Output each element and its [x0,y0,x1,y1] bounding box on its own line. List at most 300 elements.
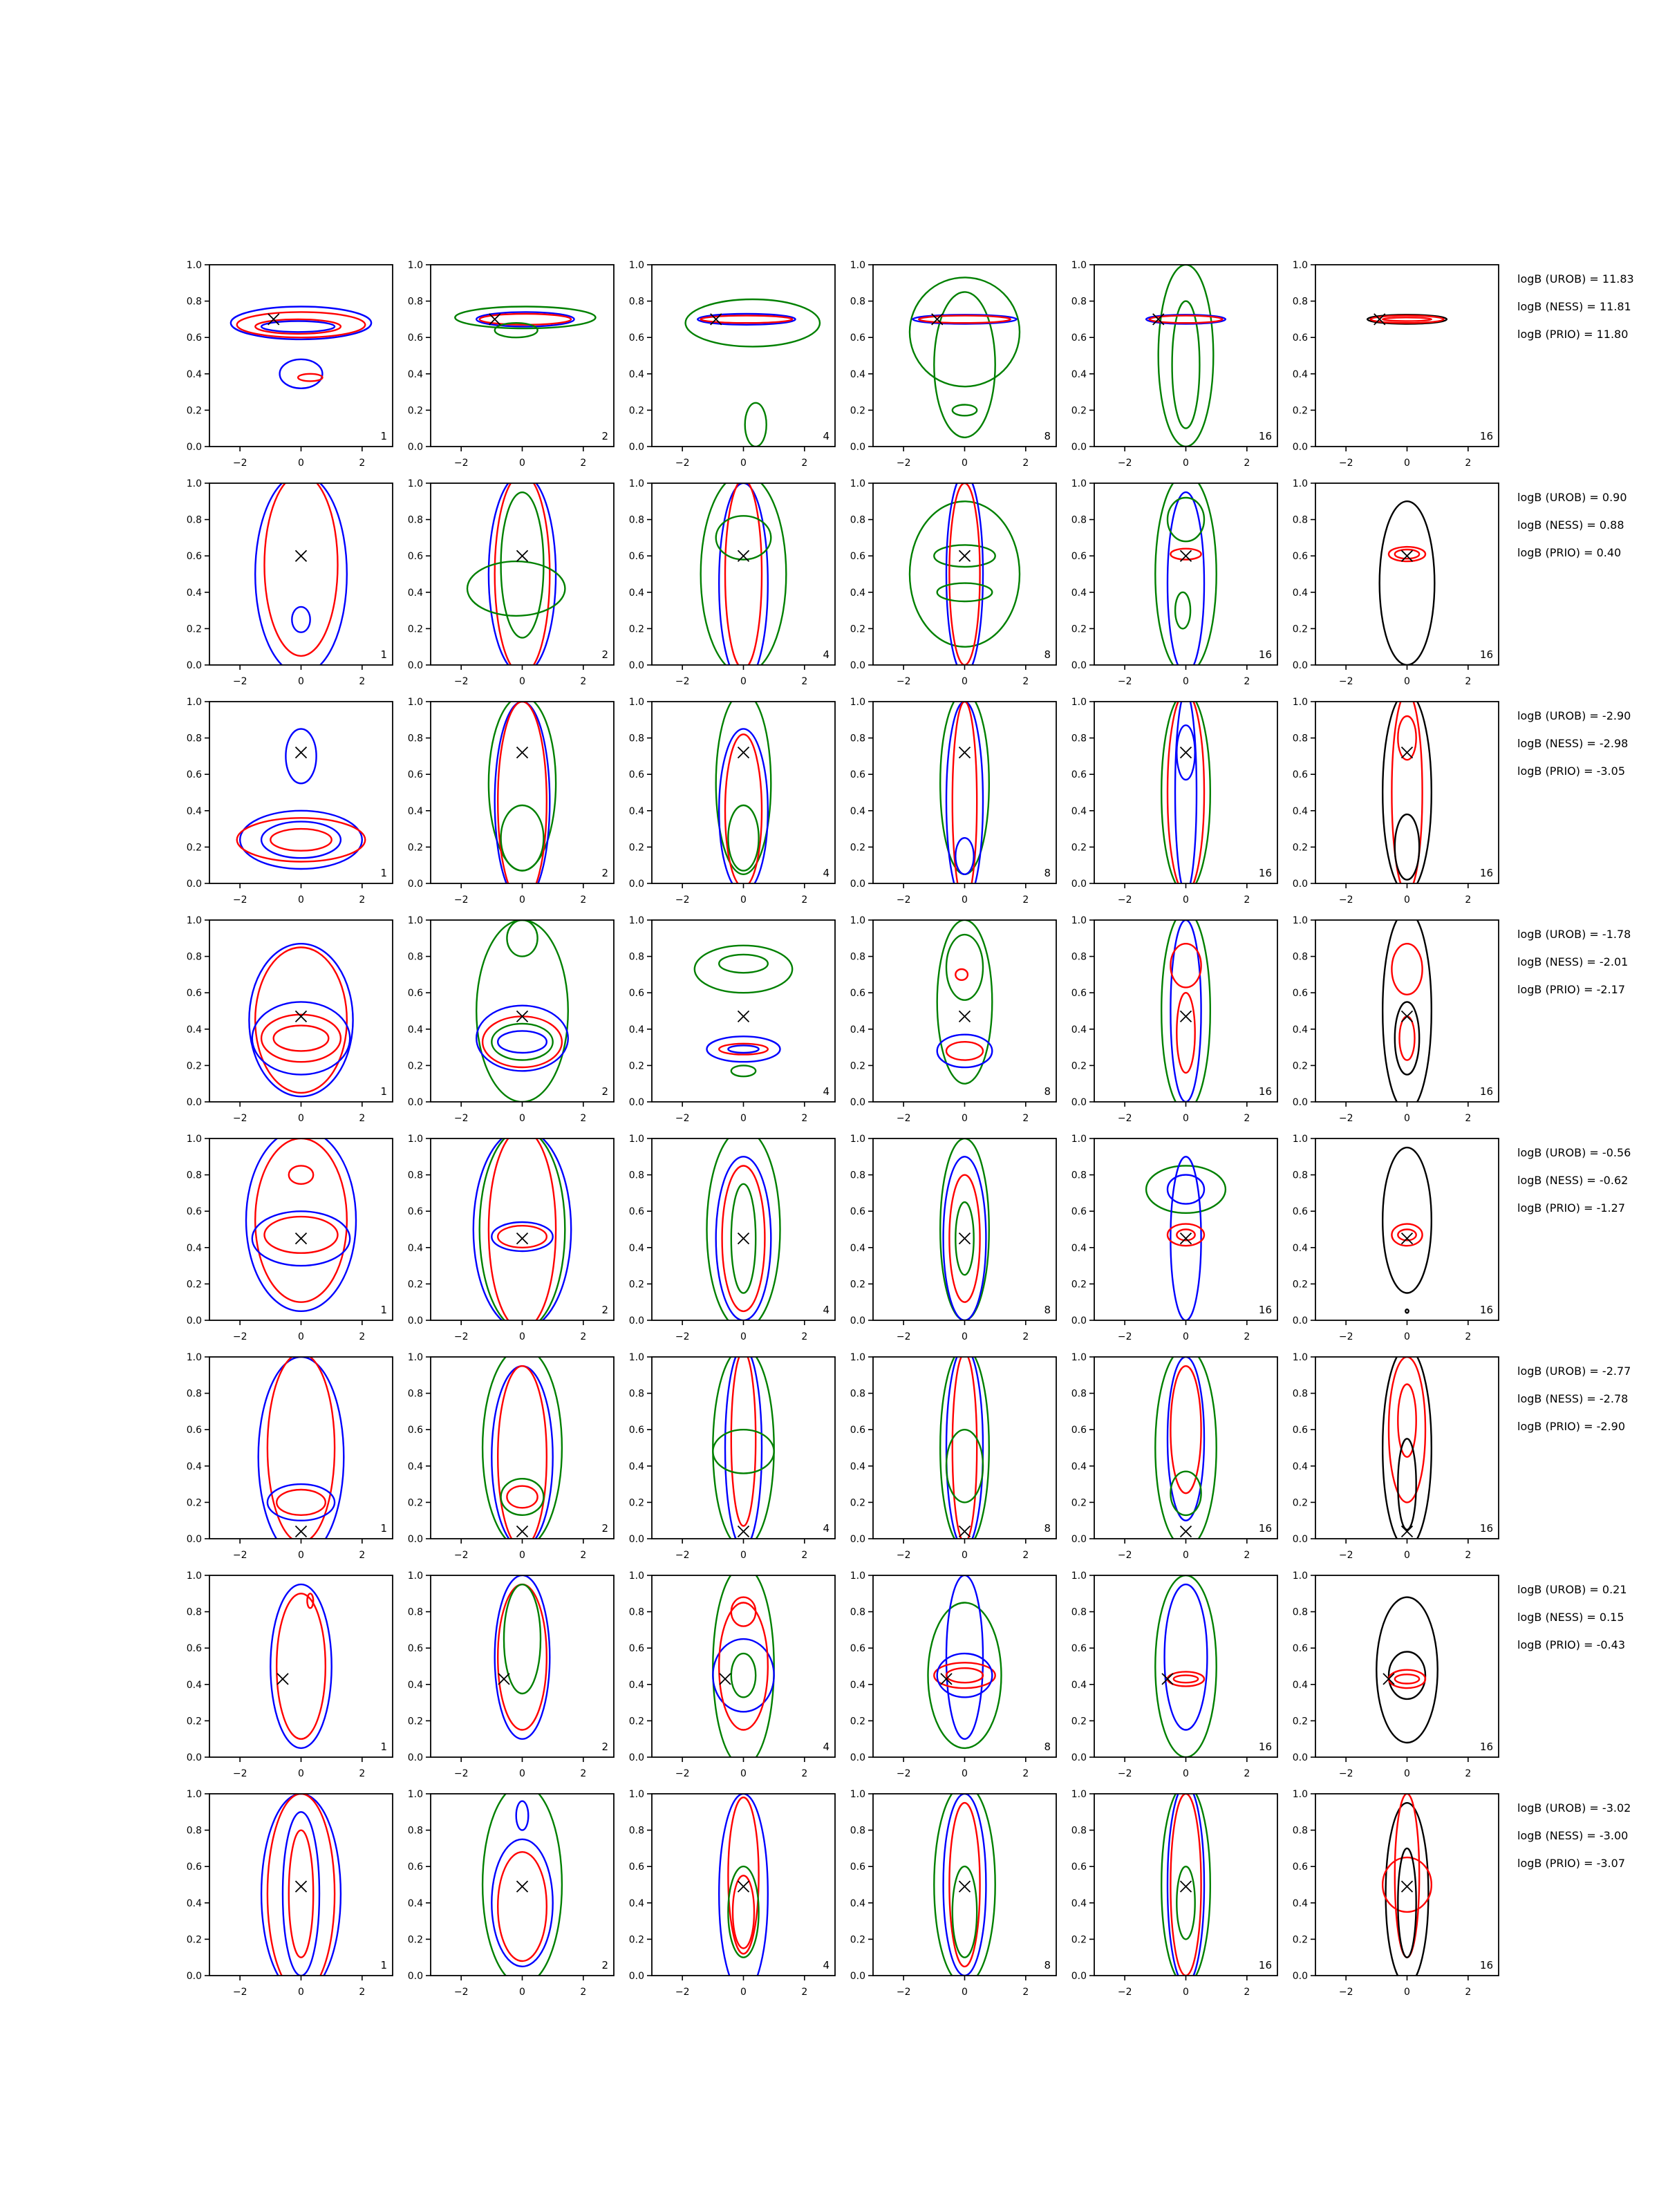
contour-group [701,474,787,683]
y-tick-label: 0.8 [850,951,865,963]
contour-group [1382,1147,1432,1313]
contour-group [255,474,347,674]
x-tick-label: −2 [675,1550,690,1561]
y-tick-label: 0.4 [1292,1461,1308,1472]
y-tick-label: 0.8 [1292,733,1308,744]
contour-line-blue [1170,920,1201,1102]
x-tick-label: 2 [1244,1331,1250,1342]
x-tick-label: 0 [962,1987,968,1998]
contour-line-blue [292,607,310,632]
x-tick-label: 2 [359,458,366,469]
contour-line-red [1174,1676,1198,1683]
contour-line-blue [1165,1584,1208,1730]
x-tick-label: −2 [232,676,247,687]
x-tick-label: 2 [359,1113,366,1124]
y-tick-label: 0.2 [850,1279,865,1291]
x-tick-label: −2 [675,1113,690,1124]
y-tick-label: 0.8 [186,1825,202,1837]
y-tick-label: 1.0 [1071,697,1087,708]
contour-line-blue [246,1130,356,1311]
y-tick-label: 0.4 [628,1679,644,1691]
y-tick-label: 0.2 [850,1716,865,1727]
y-tick-label: 0.0 [1292,1971,1308,1982]
x-tick-label: 2 [580,1987,587,1998]
y-tick-label: 0.6 [1071,1425,1087,1436]
contour-line-red [1400,1016,1415,1060]
panel-label: 16 [1479,1085,1493,1098]
logb-annotation: logB (UROB) = -3.02 [1517,1801,1631,1815]
x-tick-label: 2 [359,1987,366,1998]
x-tick-label: −2 [1117,1768,1132,1779]
logb-annotation: logB (NESS) = -3.00 [1517,1829,1629,1842]
panel-label: 1 [380,1304,387,1316]
y-tick-label: 0.2 [1071,405,1087,417]
true-value-marker [296,1233,307,1244]
y-tick-label: 1.0 [628,1352,644,1363]
x-tick-label: 2 [801,1550,808,1561]
contour-group [489,696,556,901]
contour-group [246,1130,356,1311]
x-tick-label: 0 [519,1331,525,1342]
x-tick-label: 2 [1465,1113,1472,1124]
x-tick-label: −2 [453,1987,469,1998]
contour-line-red [1170,944,1201,987]
y-tick-label: 0.8 [628,514,644,526]
y-tick-label: 0.0 [628,879,644,890]
x-tick-label: 0 [962,1113,968,1124]
contour-group [707,1130,780,1329]
contour-group [1161,1785,1210,1985]
plot-frame [1315,1794,1499,1976]
y-tick-label: 0.8 [186,296,202,308]
y-tick-label: 0.6 [850,1425,865,1436]
y-tick-label: 0.0 [186,879,202,890]
x-tick-label: 2 [1244,1113,1250,1124]
contour-group [940,1348,989,1548]
x-tick-label: 0 [1404,1768,1410,1779]
x-tick-label: −2 [1117,1987,1132,1998]
y-tick-label: 0.6 [186,769,202,781]
contour-group [928,1575,1002,1748]
y-tick-label: 0.8 [628,1825,644,1837]
contour-line-green [910,501,1020,646]
logb-annotation: logB (NESS) = -2.78 [1517,1392,1629,1405]
contour-line-red [270,829,331,851]
subplot-r3-c2 [408,696,614,906]
y-tick-label: 0.4 [1071,368,1087,380]
y-tick-label: 0.8 [850,1606,865,1618]
plot-frame [1094,265,1277,447]
contour-group [1382,1794,1432,1985]
x-tick-label: 2 [1022,676,1029,687]
panel-label: 1 [380,1959,387,1971]
true-value-marker [296,1011,307,1022]
y-tick-label: 1.0 [186,1789,202,1800]
y-tick-label: 0.6 [628,769,644,781]
y-tick-label: 0.4 [1292,1024,1308,1035]
subplot-r3-c4 [850,693,1056,906]
y-tick-label: 0.0 [628,1315,644,1327]
y-tick-label: 0.6 [850,1862,865,1873]
contour-line-green [953,1866,977,1958]
y-tick-label: 0.8 [1071,296,1087,308]
y-tick-label: 0.2 [850,842,865,854]
y-tick-label: 0.0 [186,1752,202,1763]
subplot-r2-c5 [1071,474,1277,687]
subplot-r6-c2 [408,1348,614,1561]
y-tick-label: 0.0 [1071,1534,1087,1545]
y-tick-label: 0.6 [186,1862,202,1873]
y-tick-label: 1.0 [1292,1352,1308,1363]
contour-line-green [946,935,983,1000]
panel-label: 1 [380,867,387,879]
contour-group [495,1575,550,1739]
plot-frame [873,1794,1056,1976]
panel-label: 1 [380,430,387,442]
x-tick-label: 0 [1404,1113,1410,1124]
plot-frame [873,1357,1056,1539]
y-tick-label: 1.0 [1292,478,1308,489]
contour-group [910,474,1020,674]
x-tick-label: 0 [962,458,968,469]
contour-group [1382,911,1432,1111]
contour-group [940,693,989,902]
x-tick-label: −2 [675,1331,690,1342]
panel-label: 16 [1258,1522,1272,1535]
plot-frame [431,702,614,883]
y-tick-label: 1.0 [1071,1789,1087,1800]
contour-line-green [695,946,792,993]
x-tick-label: 0 [1183,676,1189,687]
x-tick-label: 0 [1404,1987,1410,1998]
x-tick-label: −2 [453,676,469,687]
contour-line-red [953,1353,977,1543]
contour-group [261,1794,341,1994]
y-tick-label: 0.0 [407,879,423,890]
x-tick-label: 2 [580,1550,587,1561]
contour-line-blue [1175,693,1197,892]
plot-frame [652,265,835,447]
logb-annotation: logB (NESS) = -2.01 [1517,955,1629,968]
y-tick-label: 0.4 [850,1242,865,1254]
y-tick-label: 0.2 [407,842,423,854]
y-tick-label: 0.6 [850,1643,865,1655]
y-tick-label: 1.0 [1071,915,1087,926]
y-tick-label: 1.0 [1292,697,1308,708]
y-tick-label: 0.0 [1071,442,1087,453]
y-tick-label: 0.4 [186,1024,202,1035]
y-tick-label: 0.2 [850,1934,865,1946]
y-tick-label: 0.8 [1292,1606,1308,1618]
y-tick-label: 0.2 [628,1716,644,1727]
y-tick-label: 0.6 [1071,769,1087,781]
x-tick-label: −2 [896,1331,911,1342]
x-tick-label: −2 [453,1113,469,1124]
true-value-marker [720,1674,731,1685]
x-tick-label: 2 [359,676,366,687]
subplot-r4-c2 [408,915,614,1124]
y-tick-label: 0.8 [1071,733,1087,744]
x-tick-label: −2 [1338,676,1353,687]
contour-line-red [265,474,338,656]
y-tick-label: 0.4 [628,1461,644,1472]
y-tick-label: 0.6 [628,1425,644,1436]
x-tick-label: −2 [453,458,469,469]
y-tick-label: 1.0 [1071,1352,1087,1363]
subplot-r7-c5 [1071,1571,1277,1779]
x-tick-label: 2 [1465,894,1472,906]
x-tick-label: 0 [298,676,304,687]
contour-line-green [719,955,768,973]
true-value-marker [1402,747,1413,758]
y-tick-label: 0.0 [850,442,865,453]
contour-group [1161,911,1210,1111]
x-tick-label: 0 [740,1987,747,1998]
subplot-r4-c5 [1071,911,1277,1124]
y-tick-label: 0.6 [628,1643,644,1655]
y-tick-label: 0.6 [407,1643,423,1655]
x-tick-label: −2 [1338,1550,1353,1561]
logb-annotation: logB (UROB) = -1.78 [1517,928,1631,941]
contour-group [249,944,353,1096]
x-tick-label: 0 [1183,458,1189,469]
contour-line-green [937,920,993,1084]
panel-label: 2 [601,1085,608,1098]
y-tick-label: 0.6 [1292,1643,1308,1655]
y-tick-label: 0.2 [1071,842,1087,854]
contour-line-red [1170,1366,1201,1493]
y-tick-label: 0.4 [407,1242,423,1254]
y-tick-label: 0.8 [850,1170,865,1181]
y-tick-label: 0.0 [850,1752,865,1763]
contour-line-red [1170,1794,1201,1976]
x-tick-label: −2 [896,894,911,906]
x-tick-label: −2 [1117,894,1132,906]
contour-line-red [1177,993,1194,1073]
y-tick-label: 0.8 [628,951,644,963]
true-value-marker [296,747,307,758]
y-tick-label: 0.2 [186,1060,202,1072]
subplot-r1-c6 [1293,260,1499,469]
y-tick-label: 1.0 [1292,1134,1308,1145]
panel-label: 16 [1258,1959,1272,1971]
contour-group [476,920,568,1102]
contour-line-red [1382,317,1432,321]
y-tick-label: 1.0 [850,1352,865,1363]
contour-group [686,299,820,447]
y-tick-label: 0.0 [186,1534,202,1545]
contour-line-green [707,1130,780,1329]
y-tick-label: 0.6 [850,988,865,1000]
y-tick-label: 0.0 [407,1971,423,1982]
true-value-marker [498,1674,509,1685]
contour-group [1382,1348,1432,1548]
y-tick-label: 0.4 [186,587,202,599]
y-tick-label: 1.0 [1071,478,1087,489]
contour-line-blue [719,729,768,892]
y-tick-label: 0.6 [1292,1425,1308,1436]
y-tick-label: 0.2 [628,405,644,417]
contour-line-red [289,1165,313,1183]
panel-label: 1 [380,1085,387,1098]
x-tick-label: 0 [298,1550,304,1561]
plot-frame [1094,1794,1277,1976]
subplot-r8-c4 [850,1785,1056,1998]
contour-line-red [498,1366,547,1548]
y-tick-label: 0.2 [186,1716,202,1727]
x-tick-label: 0 [740,1550,747,1561]
x-tick-label: 2 [1022,1550,1029,1561]
subplot-r3-c3 [629,693,835,906]
contour-line-black [1398,1438,1416,1530]
contour-line-red [1168,693,1204,892]
x-tick-label: −2 [232,1768,247,1779]
subplot-r6-c6 [1293,1348,1499,1561]
logb-annotation: logB (UROB) = 0.21 [1517,1583,1627,1596]
y-tick-label: 0.2 [1292,1060,1308,1072]
x-tick-label: −2 [1338,1113,1353,1124]
y-tick-label: 0.6 [628,988,644,1000]
y-tick-label: 0.6 [850,551,865,563]
contour-line-red [731,1597,756,1627]
y-tick-label: 0.0 [1292,879,1308,890]
contour-line-green [1146,1165,1226,1212]
y-tick-label: 1.0 [850,697,865,708]
contour-line-red [1395,550,1419,559]
y-tick-label: 0.0 [1071,660,1087,671]
x-tick-label: 0 [740,894,747,906]
x-tick-label: 0 [298,1987,304,1998]
contour-line-red [701,316,793,324]
panel-label: 16 [1479,1741,1493,1753]
y-tick-label: 1.0 [1292,260,1308,271]
y-tick-label: 0.4 [628,1897,644,1909]
contour-group [910,277,1020,437]
plot-frame [431,1138,614,1320]
y-tick-label: 1.0 [407,1134,423,1145]
x-tick-label: 0 [740,1113,747,1124]
y-tick-label: 0.2 [1071,1497,1087,1509]
subplot-r7-c2 [408,1571,614,1779]
contour-line-red [725,480,762,669]
contour-line-green [1161,911,1210,1111]
contour-group [270,1584,331,1748]
panel-label: 4 [823,1959,830,1971]
y-tick-label: 0.2 [1071,1934,1087,1946]
subplot-r8-c1 [187,1789,393,1998]
plot-frame [1094,920,1277,1102]
y-tick-label: 0.2 [407,1060,423,1072]
y-tick-label: 0.6 [1292,988,1308,1000]
subplot-r4-c3 [629,915,835,1124]
panel-label: 4 [823,1522,830,1535]
x-tick-label: 2 [1244,458,1250,469]
contour-line-blue [491,1366,552,1548]
contour-line-red [289,1830,313,1958]
plot-frame [873,920,1056,1102]
plot-frame [209,265,393,447]
contour-line-green [910,277,1020,386]
y-tick-label: 0.6 [1292,1862,1308,1873]
subplot-r1-c3 [629,260,835,469]
logb-annotation: logB (UROB) = 0.90 [1517,491,1627,504]
contour-line-red [507,1486,537,1508]
contour-line-blue [955,838,973,874]
x-tick-label: 2 [1244,1550,1250,1561]
x-tick-label: 0 [1183,1987,1189,1998]
contour-line-blue [728,1045,758,1053]
contour-line-red [1382,1857,1432,1912]
panel-label: 2 [601,1959,608,1971]
y-tick-label: 0.4 [1292,1242,1308,1254]
y-tick-label: 0.0 [850,660,865,671]
y-tick-label: 0.8 [628,733,644,744]
contour-line-green [940,1348,989,1548]
y-tick-label: 0.0 [1292,660,1308,671]
panel-label: 8 [1044,648,1051,661]
x-tick-label: 2 [1022,894,1029,906]
contour-line-red [1395,1674,1419,1683]
subplot-r2-c3 [629,474,835,687]
true-value-marker [517,550,528,561]
x-tick-label: 2 [801,676,808,687]
x-tick-label: 2 [1465,676,1472,687]
contour-group [713,1348,774,1548]
y-tick-label: 0.6 [407,1206,423,1218]
contour-line-green [701,474,787,674]
contour-line-red [255,1138,347,1302]
subplot-r6-c4 [850,1348,1056,1561]
true-value-marker [517,1233,528,1244]
y-tick-label: 0.6 [1292,332,1308,344]
plot-frame [652,483,835,665]
y-tick-label: 0.4 [1071,1024,1087,1035]
true-value-marker [1402,1011,1413,1022]
logb-annotation: logB (PRIO) = -0.43 [1517,1638,1625,1651]
x-tick-label: −2 [1338,458,1353,469]
x-tick-label: 2 [580,1331,587,1342]
panel-label: 2 [601,1304,608,1316]
y-tick-label: 0.6 [407,332,423,344]
contour-line-blue [240,811,362,869]
contour-line-blue [495,1575,550,1739]
y-tick-label: 0.8 [1292,296,1308,308]
contour-line-blue [495,702,550,901]
contour-line-red [498,1226,547,1248]
y-tick-label: 0.2 [1071,1279,1087,1291]
y-tick-label: 0.8 [407,1170,423,1181]
contour-line-red [946,1042,983,1060]
contour-line-red [949,483,980,665]
panel-label: 2 [601,867,608,879]
x-tick-label: 2 [801,1768,808,1779]
contour-group [237,729,366,870]
y-tick-label: 0.0 [628,1534,644,1545]
contour-line-blue [937,1653,993,1697]
y-tick-label: 0.8 [407,1825,423,1837]
y-tick-label: 0.0 [186,1097,202,1108]
panel-label: 16 [1258,1741,1272,1753]
contour-line-blue [489,474,556,674]
plot-frame [209,483,393,665]
logb-annotation: logB (PRIO) = -3.07 [1517,1857,1625,1870]
logb-annotation: logB (PRIO) = 0.40 [1517,546,1622,559]
logb-annotation: logB (UROB) = -0.56 [1517,1146,1631,1159]
y-tick-label: 1.0 [407,697,423,708]
plot-frame [1315,483,1499,665]
contour-line-green [745,403,767,447]
true-value-marker [1181,1526,1192,1537]
